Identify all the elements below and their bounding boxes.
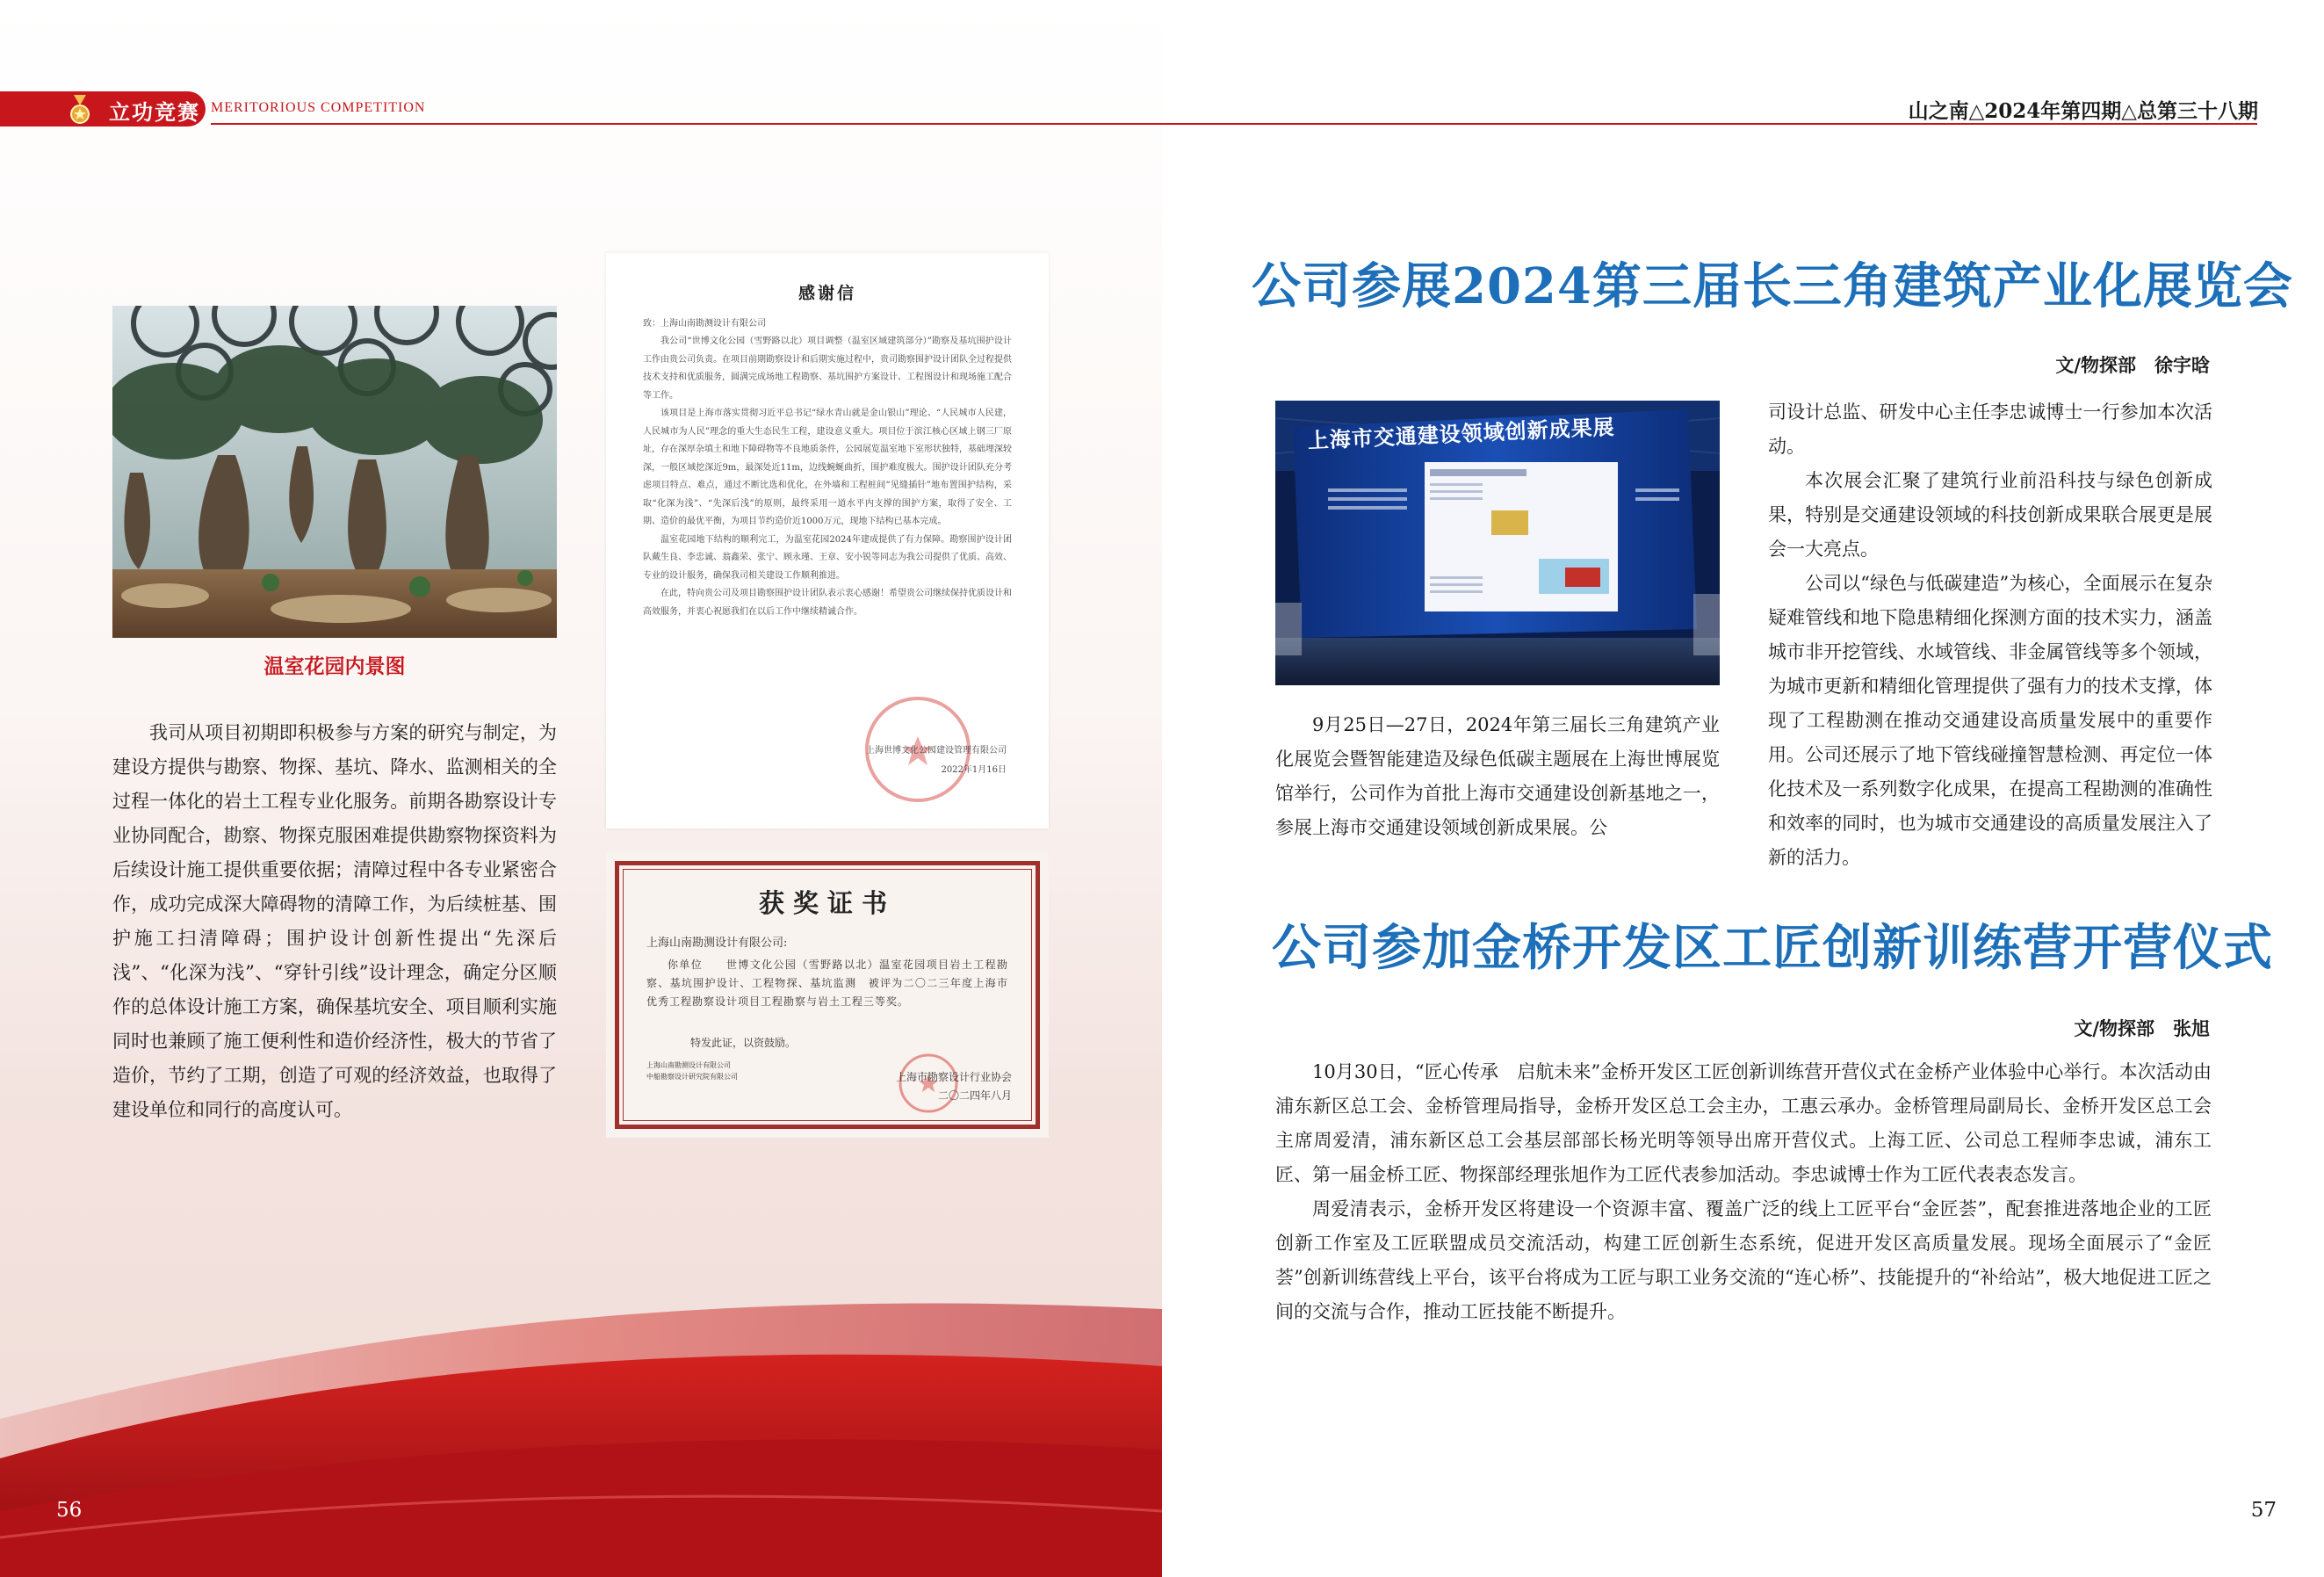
letter-signer: 上海世博文化公园建设管理有限公司 [866, 746, 1007, 756]
certificate-org: 上海山南勘测设计有限公司 [646, 1061, 731, 1069]
red-wave-decoration [0, 1248, 1162, 1577]
article2-paragraph: 周爱清表示，金桥开发区将建设一个资源丰富、覆盖广泛的线上工匠平台“金匠荟”，配套推进落地企业的工匠创新工作室及工匠联盟成员交流活动，构建工匠创新生态系统，促进开发区高质量发展。现场全面展示了“金匠荟”创新训练营线上平台，该平台将成为工匠与职工业务交流的“连心桥”、技能提升的“补给站”，极大地促进工匠之间的交流与合作，推动工匠技能不断提升。 [1275, 1198, 2212, 1322]
page-number-right: 57 [2250, 1499, 2277, 1522]
certificate-body: 你单位 世博文化公园（雪野路以北）温室花园项目岩土工程勘察、基坑围护设计、工程物探、基坑监测 被评为二〇二三年度上海市优秀工程勘察设计项目工程勘察与岩土工程三等奖。 [646, 958, 1008, 1008]
letter-date: 2022年1月16日 [941, 765, 1007, 775]
certificate-regards: 特发此证，以资鼓励。 [690, 1037, 797, 1049]
letter-paragraph: 该项目是上海市落实贯彻习近平总书记“绿水青山就是金山银山”理论、“人民城市人民建，人民城市为人民”理念的重大生态民生工程，建设意义重大。项目位于滨江核心区域上钢三厂原址，存在深厚杂填土和地下障碍物等不良地质条件，公园展览温室地下室形状独特，基础埋深较深，一般区域挖深近9m，最深处近11m，边线蜿蜒曲折，围护难度极大。围护设计团队充分考虑项目特点、难点，通过不断比选和优化，在外墙和工程桩间“见缝插针”地布置围护结构，采取“化深为浅”、“先深后浅”的原则，最终采用一道水平内支撑的围护方案，取得了安全、工期、造价的最优平衡，为项目节约造价近1000万元，现地下结构已基本完成。 [643, 409, 1012, 526]
article1-paragraph: 司设计总监、研发中心主任李忠诚博士一行参加本次活动。 [1768, 401, 2212, 457]
article2-title: 公司参加金桥开发区工匠创新训练营开营仪式 [1272, 919, 2273, 977]
greenhouse-photo [112, 306, 557, 638]
article1-paragraph: 9月25日—27日，2024年第三届长三角建筑产业化展览会暨智能建造及绿色低碳主题展在上海世博展览馆举行，公司作为首批上海市交通建设创新基地之一，参展上海市交通建设领域创新成果展。公 [1275, 714, 1720, 838]
exhibition-banner-text: 上海市交通建设领域创新成果展 [1307, 415, 1616, 453]
article2-byline: 文/物探部 张旭 [2074, 1017, 2210, 1039]
certificate-recipient: 上海山南勘测设计有限公司: [646, 937, 788, 950]
thank-you-letter [606, 253, 1049, 828]
letter-recipient: 致：上海山南勘测设计有限公司 [643, 318, 766, 329]
medal-icon [70, 95, 90, 125]
letter-signature [866, 741, 1007, 780]
certificate-title: 获奖证书 [758, 888, 896, 918]
article2-paragraph: 10月30日，“匠心传承 启航未来”金桥开发区工匠创新训练营开营仪式在金桥产业体验中心举行。本次活动由浦东新区总工会、金桥管理局指导，金桥开发区总工会主办，工惠云承办。金桥管理局副局长、金桥开发区总工会主席周爱清，浦东新区总工会基层部部长杨光明等领导出席开营仪式。上海工匠、公司总工程师李忠诚，浦东工匠、第一届金桥工匠、物探部经理张旭作为工匠代表参加活动。李忠诚博士作为工匠代表表态发言。 [1275, 1061, 2212, 1185]
letter-paragraph: 我公司“世博文化公园（雪野路以北）项目调整（温室区域建筑部分）”勘察及基坑围护设计工作由贵公司负责。在项目前期勘察设计和后期实施过程中，贵司勘察围护设计团队全过程提供技术支持和优质服务，圆满完成场地工程勘察、基坑围护方案设计、工程图设计和现场施工配合等工作。 [643, 336, 1012, 401]
article1-paragraph: 公司以“绿色与低碳建造”为核心，全面展示在复杂疑难管线和地下隐患精细化探测方面的技术实力，涵盖城市非开挖管线、水域管线、非金属管线等多个领域，为城市更新和精细化管理提供了强有力的技术支撑，体现了工程勘测在推动交通建设高质量发展中的重要作用。公司还展示了地下管线碰撞智慧检测、再定位一体化技术及一系列数字化成果，在提高工程勘测的准确性和效率的同时，也为城市交通建设的高质量发展注入了新的活力。 [1768, 573, 2212, 868]
photo-caption: 温室花园内景图 [263, 655, 406, 678]
article1-title: 公司参展2024第三届长三角建筑产业化展览会 [1252, 257, 2293, 315]
letter-title: 感谢信 [798, 284, 856, 303]
article1-paragraph: 本次展会汇聚了建筑行业前沿科技与绿色创新成果，特别是交通建设领域的科技创新成果联合展更是展会一大亮点。 [1768, 470, 2212, 560]
section-label: 立功竞赛 [109, 99, 200, 125]
exhibition-photo [1275, 401, 1720, 685]
issue-info: 山之南△2024年第四期△总第三十八期 [1908, 99, 2258, 123]
certificate-org: 中船勘察设计研究院有限公司 [646, 1073, 738, 1081]
section-label-english: MERITORIOUS COMPETITION [211, 100, 426, 115]
certificate-signature [896, 1068, 1012, 1105]
certificate-date: 二〇二四年八月 [937, 1089, 1012, 1102]
certificate-orgs [646, 1060, 738, 1082]
article1-column2 [1768, 395, 2212, 875]
page-number-left: 56 [56, 1499, 83, 1522]
left-body-text: 我司从项目初期即积极参与方案的研究与制定，为建设方提供与勘察、物探、基坑、降水、监测相关的全过程一体化的岩土工程专业化服务。前期各勘察设计专业协同配合，勘察、物探克服困难提供勘察物探资料为后续设计施工提供重要依据；清障过程中各专业紧密合作，成功完成深大障碍物的清障工作，为后续桩基、围护施工扫清障碍；围护设计创新性提出“先深后浅”、“化深为浅”、“穿针引线”设计理念，确定分区顺作的总体设计施工方案，确保基坑安全、项目顺利实施同时也兼顾了施工便利性和造价经济性，极大的节省了造价，节约了工期，创造了可观的经济效益，也取得了建设单位和同行的高度认可。 [112, 722, 557, 1120]
letter-paragraph: 在此，特向贵公司及项目勘察围护设计团队表示衷心感谢！希望贵公司继续保持优质设计和高效服务，并衷心祝愿我们在以后工作中继续精诚合作。 [643, 589, 1012, 617]
certificate-signer: 上海市勘察设计行业协会 [895, 1071, 1012, 1083]
letter-paragraph: 温室花园地下结构的顺利完工，为温室花园2024年建成提供了有力保障。勘察围护设计团队戴生良、李忠诚、翁鑫荣、张宁、顾永瑾、王章、安小锐等同志为我公司提供了优质、高效、专业的设计服务，确保我司相关建设工作顺利推进。 [643, 534, 1012, 581]
article2-body [1275, 1055, 2212, 1329]
article1-byline: 文/物探部 徐宇晗 [2055, 354, 2210, 376]
award-certificate [606, 852, 1049, 1138]
